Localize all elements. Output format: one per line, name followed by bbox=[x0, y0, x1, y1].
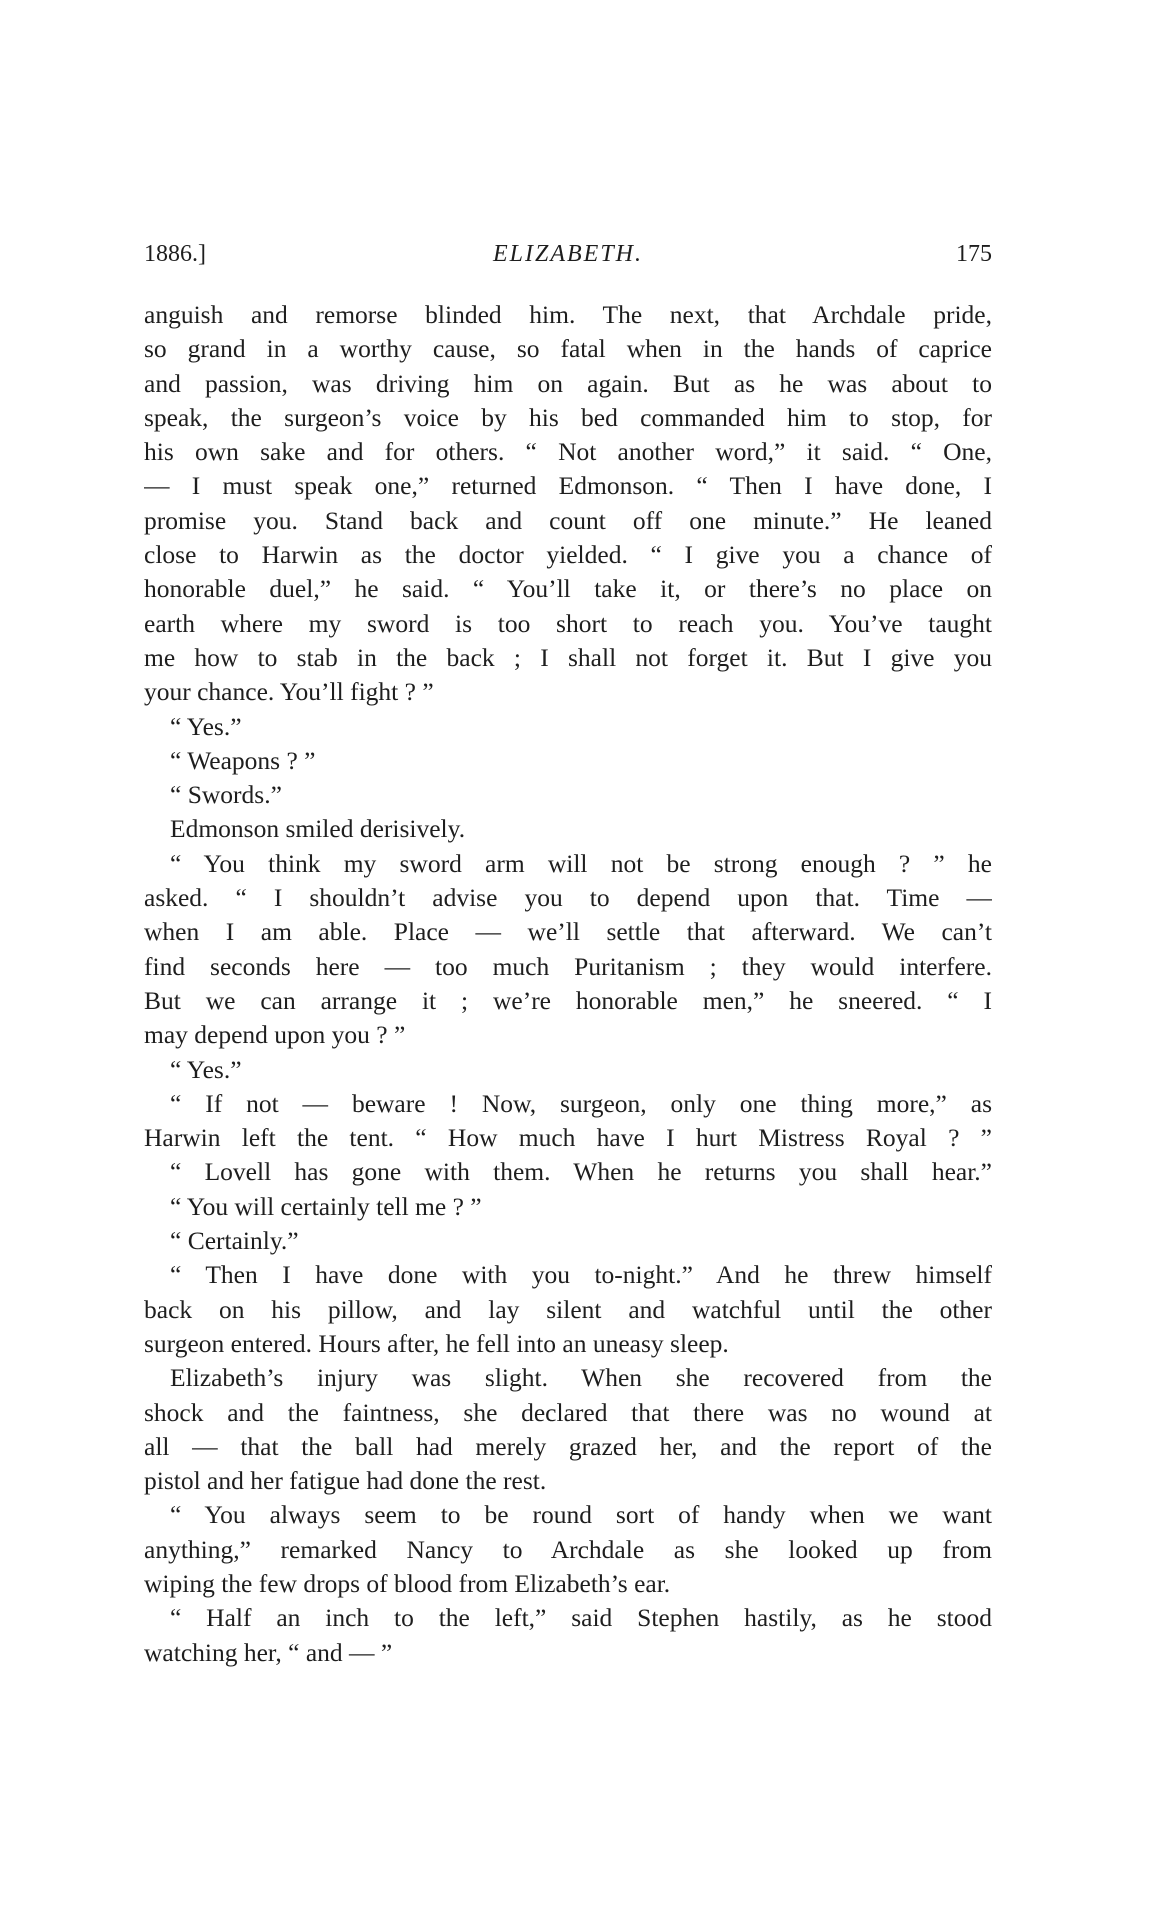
text-line: promise you. Stand back and count off one minute.” He leaned bbox=[144, 505, 992, 535]
text-line: your chance. You’ll fight ? ” bbox=[144, 677, 434, 707]
text-line: “ Yes.” bbox=[170, 711, 242, 741]
text-line: “ If not — beware ! Now, surgeon, only one thing more,” as bbox=[170, 1088, 992, 1118]
running-head bbox=[144, 236, 992, 272]
text-line: asked. “ I shouldn’t advise you to depend upon that. Time — bbox=[144, 883, 992, 913]
text-line: may depend upon you ? ” bbox=[144, 1020, 406, 1050]
text-line: Elizabeth’s injury was slight. When she recovered from the bbox=[170, 1363, 992, 1393]
text-line: speak, the surgeon’s voice by his bed commanded him to stop, for bbox=[144, 402, 992, 432]
text-line: his own sake and for others. “ Not another word,” it said. “ One, bbox=[144, 437, 992, 467]
text-line: close to Harwin as the doctor yielded. “ I give you a chance of bbox=[144, 540, 992, 570]
text-line: anything,” remarked Nancy to Archdale as she looked up from bbox=[144, 1534, 992, 1564]
text-line: Harwin left the tent. “ How much have I hurt Mistress Royal ? ” bbox=[144, 1123, 992, 1153]
text-line: anguish and remorse blinded him. The next, that Archdale pride, bbox=[144, 300, 992, 329]
text-line: shock and the faintness, she declared that there was no wound at bbox=[144, 1397, 992, 1427]
text-line: “ You always seem to be round sort of handy when we want bbox=[170, 1500, 992, 1530]
header-year: 1886.] bbox=[144, 241, 206, 267]
text-line: “ Lovell has gone with them. When he returns you shall hear.” bbox=[170, 1157, 992, 1187]
page-number: 175 bbox=[956, 241, 992, 267]
text-line: when I am able. Place — we’ll settle that afterward. We can’t bbox=[144, 917, 992, 947]
text-line: surgeon entered. Hours after, he fell into an uneasy sleep. bbox=[144, 1328, 729, 1358]
text-line: earth where my sword is too short to reach you. You’ve taught bbox=[144, 608, 992, 638]
text-line: “ Yes.” bbox=[170, 1054, 242, 1084]
text-line: me how to stab in the back ; I shall not forget it. But I give you bbox=[144, 642, 992, 672]
text-line: “ You will certainly tell me ? ” bbox=[170, 1191, 482, 1221]
text-line: watching her, “ and — ” bbox=[144, 1637, 393, 1667]
text-line: — I must speak one,” returned Edmonson. “ Then I have done, I bbox=[144, 471, 992, 501]
text-line: But we can arrange it ; we’re honorable men,” he sneered. “ I bbox=[144, 985, 992, 1015]
text-line: “ Weapons ? ” bbox=[170, 745, 316, 775]
text-line: and passion, was driving him on again. But as he was about to bbox=[144, 368, 992, 398]
text-line: pistol and her fatigue had done the rest. bbox=[144, 1466, 547, 1496]
text-line: “ Swords.” bbox=[170, 780, 282, 810]
text-line: “ You think my sword arm will not be strong enough ? ” he bbox=[170, 848, 992, 878]
text-line: “ Half an inch to the left,” said Stephen hastily, as he stood bbox=[170, 1603, 992, 1633]
text-line: so grand in a worthy cause, so fatal when in the hands of caprice bbox=[144, 334, 992, 364]
text-line: honorable duel,” he said. “ You’ll take it, or there’s no place on bbox=[144, 574, 992, 604]
text-line: Edmonson smiled derisively. bbox=[170, 814, 466, 844]
header-title: ELIZABETH. bbox=[492, 241, 643, 267]
text-line: back on his pillow, and lay silent and watchful until the other bbox=[144, 1294, 992, 1324]
text-line: “ Then I have done with you to-night.” And he threw himself bbox=[170, 1260, 992, 1290]
text-line: wiping the few drops of blood from Elizabeth’s ear. bbox=[144, 1568, 671, 1598]
body-text bbox=[144, 298, 992, 1670]
text-line: find seconds here — too much Puritanism ; they would interfere. bbox=[144, 951, 992, 981]
text-line: “ Certainly.” bbox=[170, 1226, 299, 1256]
text-line: all — that the ball had merely grazed her, and the report of the bbox=[144, 1431, 992, 1461]
